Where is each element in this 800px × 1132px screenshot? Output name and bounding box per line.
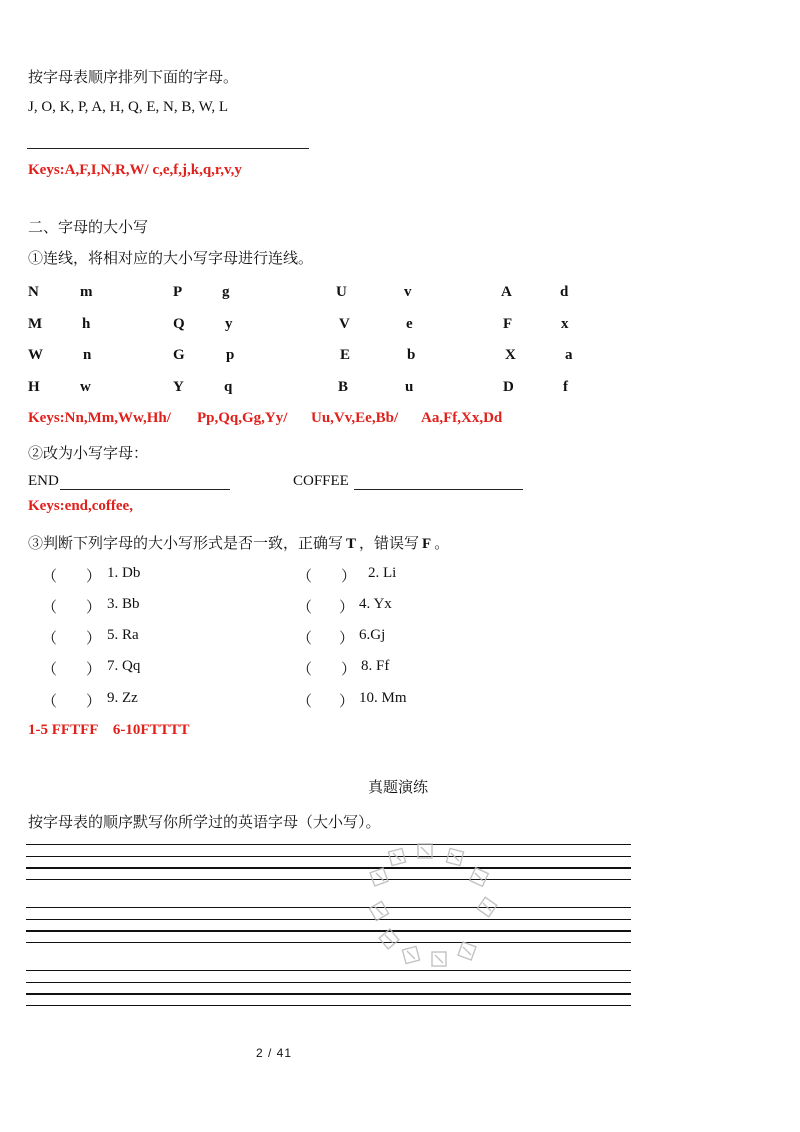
grid-letter: g xyxy=(222,284,230,300)
quiz-item: 2. Li xyxy=(368,565,397,581)
grid-letter: B xyxy=(338,379,349,395)
paren-open: （ xyxy=(42,567,58,585)
grid-letter: f xyxy=(563,379,568,395)
question-3-text: ，错误写 xyxy=(359,534,420,552)
quiz-item: 7. Qq xyxy=(107,658,141,674)
grid-letter: H xyxy=(28,379,40,395)
grid-letter: n xyxy=(83,347,92,363)
grid-letter: m xyxy=(80,284,93,300)
guide-line xyxy=(26,1005,631,1006)
guide-line xyxy=(26,844,631,845)
quiz-item: 1. Db xyxy=(107,565,141,581)
grid-letter: x xyxy=(561,316,569,332)
grid-letter: w xyxy=(80,379,91,395)
answer-line xyxy=(354,489,523,490)
grid-letter: h xyxy=(82,316,91,332)
guide-line xyxy=(26,907,631,908)
instruction-alphabet-order: 按字母表顺序排列下面的字母。 xyxy=(28,68,239,86)
grid-letter: V xyxy=(339,316,350,332)
guide-line xyxy=(26,970,631,971)
letters-to-sort: J, O, K, P, A, H, Q, E, N, B, W, L xyxy=(28,99,229,115)
grid-letter: y xyxy=(225,316,233,332)
grid-letter: a xyxy=(565,347,573,363)
answer-key-2c: Uu,Vv,Ee,Bb/ xyxy=(311,410,399,426)
watermark-stamp-icon xyxy=(368,840,498,970)
paren-close: ） xyxy=(86,660,102,678)
question-1: ①连线，将相对应的大小写字母进行连线。 xyxy=(28,249,314,267)
quiz-item: 3. Bb xyxy=(107,596,140,612)
paren-close: ） xyxy=(86,567,102,585)
word-end: END xyxy=(28,473,59,489)
paren-open: （ xyxy=(297,567,313,585)
quiz-item: 10. Mm xyxy=(359,690,407,706)
practice-title: 真题演练 xyxy=(368,778,429,796)
paren-close: ） xyxy=(339,598,355,616)
paren-close: ） xyxy=(86,692,102,710)
guide-line xyxy=(26,919,631,920)
grid-letter: P xyxy=(173,284,183,300)
grid-letter: W xyxy=(28,347,43,363)
paren-open: （ xyxy=(42,692,58,710)
quiz-item: 5. Ra xyxy=(107,627,139,643)
quiz-item: 4. Yx xyxy=(359,596,392,612)
grid-letter: M xyxy=(28,316,43,332)
grid-letter: G xyxy=(173,347,185,363)
answer-key-2b: Pp,Qq,Gg,Yy/ xyxy=(197,410,288,426)
answer-line xyxy=(27,148,309,149)
question-2: ②改为小写字母： xyxy=(28,444,149,462)
guide-line xyxy=(26,942,631,943)
paren-close: ） xyxy=(339,629,355,647)
question-3-text: ③判断下列字母的大小写形式是否一致，正确写 xyxy=(28,534,344,552)
paren-open: （ xyxy=(297,629,313,647)
grid-letter: q xyxy=(224,379,233,395)
paren-close: ） xyxy=(339,692,355,710)
quiz-item: 9. Zz xyxy=(107,690,138,706)
answer-key-3: Keys:end,coffee, xyxy=(28,498,133,514)
paren-open: （ xyxy=(297,692,313,710)
grid-letter: D xyxy=(503,379,514,395)
grid-letter: X xyxy=(505,347,516,363)
paren-open: （ xyxy=(297,598,313,616)
practice-instruction: 按字母表的顺序默写你所学过的英语字母（大小写）。 xyxy=(28,813,381,831)
grid-letter: Q xyxy=(173,316,185,332)
page-number: 2 / 41 xyxy=(256,1046,293,1060)
paren-open: （ xyxy=(297,660,313,678)
grid-letter: U xyxy=(336,284,347,300)
answer-key-2d: Aa,Ff,Xx,Dd xyxy=(421,410,503,426)
question-3 xyxy=(28,532,449,553)
grid-letter: Y xyxy=(173,379,184,395)
guide-line xyxy=(26,867,631,869)
answer-key-4: 1-5 FFTFF 6-10FTTTT xyxy=(28,722,190,738)
paren-open: （ xyxy=(42,598,58,616)
guide-line xyxy=(26,856,631,857)
grid-letter: F xyxy=(503,316,513,332)
answer-key-1: Keys:A,F,I,N,R,W/ c,e,f,j,k,q,r,v,y xyxy=(28,162,242,178)
question-3-text: 。 xyxy=(434,534,450,552)
grid-letter: N xyxy=(28,284,39,300)
grid-letter: p xyxy=(226,347,235,363)
guide-line xyxy=(26,993,631,995)
paren-close: ） xyxy=(341,567,357,585)
answer-key-2a: Keys:Nn,Mm,Ww,Hh/ xyxy=(28,410,171,426)
guide-line xyxy=(26,982,631,983)
quiz-item: 8. Ff xyxy=(361,658,390,674)
paren-close: ） xyxy=(86,629,102,647)
grid-letter: u xyxy=(405,379,414,395)
true-mark: T xyxy=(346,536,357,552)
grid-letter: v xyxy=(404,284,412,300)
paren-open: （ xyxy=(42,629,58,647)
grid-letter: e xyxy=(406,316,413,332)
paren-close: ） xyxy=(86,598,102,616)
quiz-item: 6.Gj xyxy=(359,627,386,643)
word-coffee: COFFEE xyxy=(293,473,349,489)
guide-line xyxy=(26,930,631,932)
grid-letter: d xyxy=(560,284,569,300)
answer-line xyxy=(60,489,230,490)
grid-letter: b xyxy=(407,347,416,363)
grid-letter: E xyxy=(340,347,351,363)
section-heading: 二、字母的大小写 xyxy=(28,218,149,236)
paren-open: （ xyxy=(42,660,58,678)
paren-close: ） xyxy=(341,660,357,678)
grid-letter: A xyxy=(501,284,512,300)
false-mark: F xyxy=(422,536,432,552)
guide-line xyxy=(26,879,631,880)
